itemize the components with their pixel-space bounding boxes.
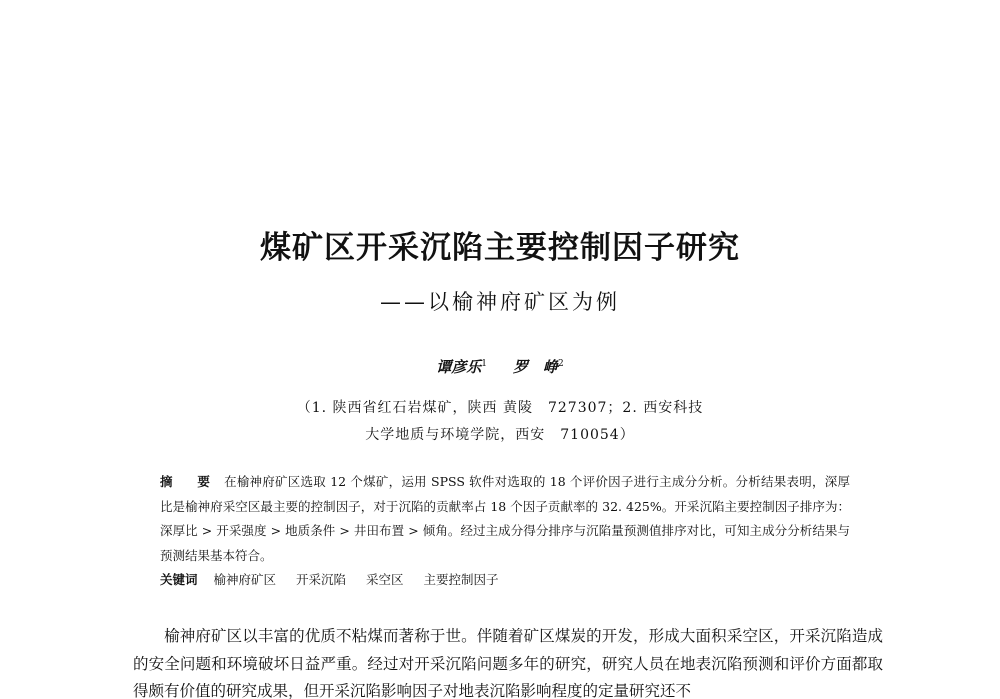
author-affiliation-mark: 1 xyxy=(481,359,487,369)
keywords-label: 关键词 xyxy=(160,572,198,587)
abstract-text: 在榆神府矿区选取 12 个煤矿，运用 SPSS 软件对选取的 18 个评价因子进行主成分分析。分析结果表明，深厚比是榆神府采空区最主要的控制因子，对于沉陷的贡献率占 18 个因子贡献率的 32. 425%。开采沉陷主要控制因子排序为：深厚比 > 开采强度 > 地质条件 > 井田布置 > 倾角。经过主成分得分排序与沉陷量预测值排序对比，可知主成分分析结果与预测结果基本符合。 xyxy=(160,474,850,563)
keyword: 主要控制因子 xyxy=(423,572,499,587)
keyword: 榆神府矿区 xyxy=(213,572,277,587)
abstract-label: 摘 要 xyxy=(160,474,221,489)
paper-title: 煤矿区开采沉陷主要控制因子研究 xyxy=(260,230,740,266)
author-list xyxy=(0,356,1000,377)
body-paragraph xyxy=(133,623,883,699)
keyword: 采空区 xyxy=(366,572,404,587)
author xyxy=(436,358,487,376)
body-text: 榆神府矿区以丰富的优质不粘煤而著称于世。伴随着矿区煤炭的开发，形成大面积采空区，开采沉陷造成的安全问题和环境破坏日益严重。经过对开采沉陷问题多年的研究，研究人员在地表沉陷预测和评价方面都取得颇有价值的研究成果，但开采沉陷影响因子对地表沉陷影响程度的定量研究还不 xyxy=(133,627,883,699)
author-name: 谭彦乐 xyxy=(436,358,482,376)
paper-subtitle: ——以榆神府矿区为例 xyxy=(380,290,620,314)
author-affiliation-mark: 2 xyxy=(558,359,564,369)
keywords xyxy=(160,570,850,588)
author xyxy=(513,358,564,376)
affiliation-line: （1. 陕西省红石岩煤矿，陕西 黄陵 727307；2. 西安科技 xyxy=(296,400,704,416)
abstract xyxy=(160,470,850,568)
author-name: 罗 峥 xyxy=(513,358,559,376)
affiliation-line: 大学地质与环境学院，西安 710054） xyxy=(365,427,635,443)
keyword: 开采沉陷 xyxy=(296,572,347,587)
